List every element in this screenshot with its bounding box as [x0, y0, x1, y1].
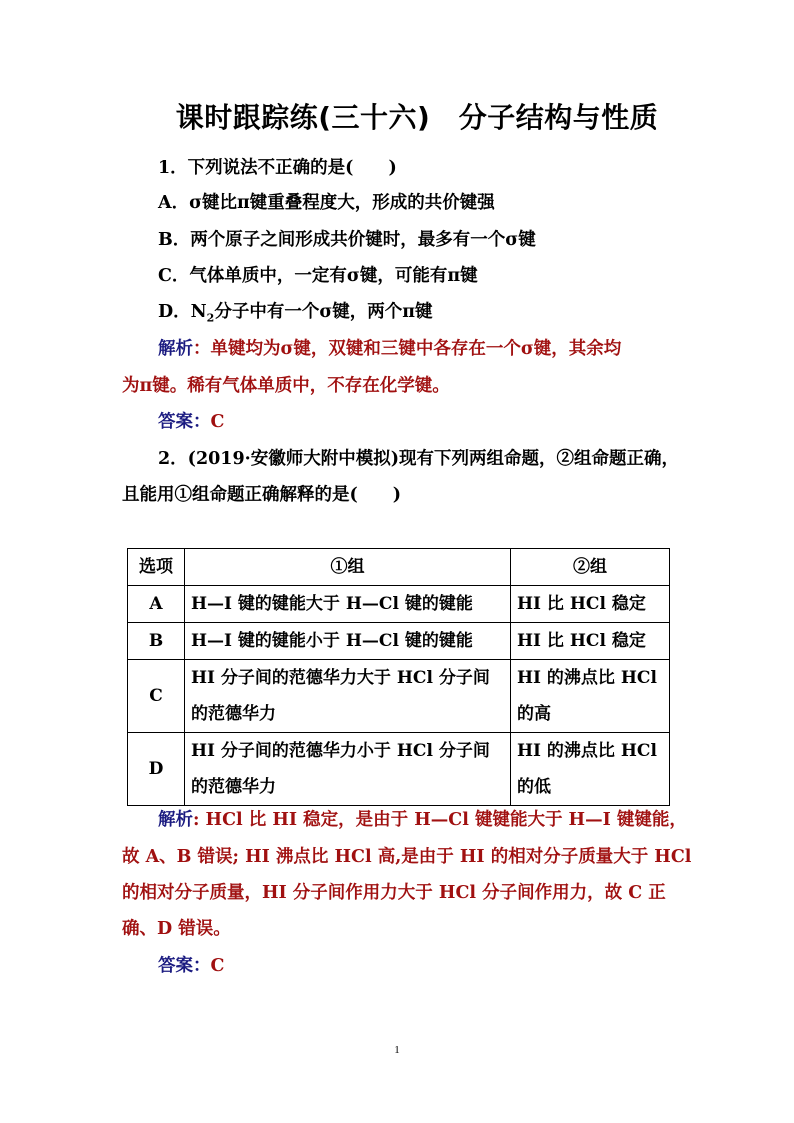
- table-cell: HI 的沸点比 HCl 的低: [511, 733, 670, 806]
- q2-analysis-cont: 的相对分子质量，HI 分子间作用力大于 HCl 分子间作用力，故 C 正: [122, 883, 666, 903]
- q1-answer: 答案：C: [158, 412, 225, 432]
- q2-analysis: 解析: HCl 比 HI 稳定，是由于 H—Cl 键键能大于 H—I 键键能，: [158, 810, 687, 830]
- table-cell: HI 比 HCl 稳定: [511, 623, 670, 660]
- analysis-label: 解析: [158, 810, 193, 830]
- table-row: [128, 733, 670, 806]
- q1-option-c: C．气体单质中，一定有σ键，可能有π键: [158, 266, 478, 286]
- table-cell: HI 分子间的范德华力大于 HCl 分子间 的范德华力: [185, 660, 511, 733]
- q2-stem-cont: 且能用①组命题正确解释的是( ): [122, 485, 402, 505]
- analysis-label: 解析: [158, 339, 193, 359]
- table-cell: HI 的沸点比 HCl 的高: [511, 660, 670, 733]
- table-cell-option: D: [128, 733, 185, 806]
- table-cell: H—I 键的键能小于 H—Cl 键的键能: [185, 623, 511, 660]
- q1-analysis-cont: 为π键。稀有气体单质中，不存在化学键。: [122, 376, 450, 396]
- options-table: [127, 548, 670, 806]
- q1-stem: 1．下列说法不正确的是( ): [158, 158, 397, 178]
- table-cell: HI 分子间的范德华力小于 HCl 分子间 的范德华力: [185, 733, 511, 806]
- q2-answer: 答案：C: [158, 956, 225, 976]
- table-cell-option: A: [128, 586, 185, 623]
- table-row: [128, 586, 670, 623]
- q1-option-b: B．两个原子之间形成共价键时，最多有一个σ键: [158, 230, 536, 250]
- table-cell: H—I 键的键能大于 H—Cl 键的键能: [185, 586, 511, 623]
- table-cell-option: B: [128, 623, 185, 660]
- q2-analysis-cont: 确、D 错误。: [122, 919, 231, 939]
- q2-analysis-cont: 故 A、B 错误; HI 沸点比 HCl 高,是由于 HI 的相对分子质量大于 HCl: [122, 847, 692, 867]
- table-header: ②组: [511, 549, 670, 586]
- table-cell: HI 比 HCl 稳定: [511, 586, 670, 623]
- q1-analysis: 解析：单键均为σ键，双键和三键中各存在一个σ键，其余均: [158, 339, 622, 359]
- page-number: 1: [394, 1044, 400, 1056]
- table-cell-option: C: [128, 660, 185, 733]
- table-row: [128, 660, 670, 733]
- table-row: [128, 623, 670, 660]
- q2-stem: 2．(2019·安徽师大附中模拟)现有下列两组命题，②组命题正确，: [158, 449, 680, 469]
- page-title: 课时跟踪练(三十六) 分子结构与性质: [175, 101, 659, 134]
- table-header-row: [128, 549, 670, 586]
- table-header: ①组: [185, 549, 511, 586]
- table-header: 选项: [128, 549, 185, 586]
- q1-option-d: D．$N_2$分子中有一个σ键，两个π键: [158, 302, 433, 325]
- q1-option-a: A．σ键比π键重叠程度大，形成的共价键强: [158, 193, 495, 213]
